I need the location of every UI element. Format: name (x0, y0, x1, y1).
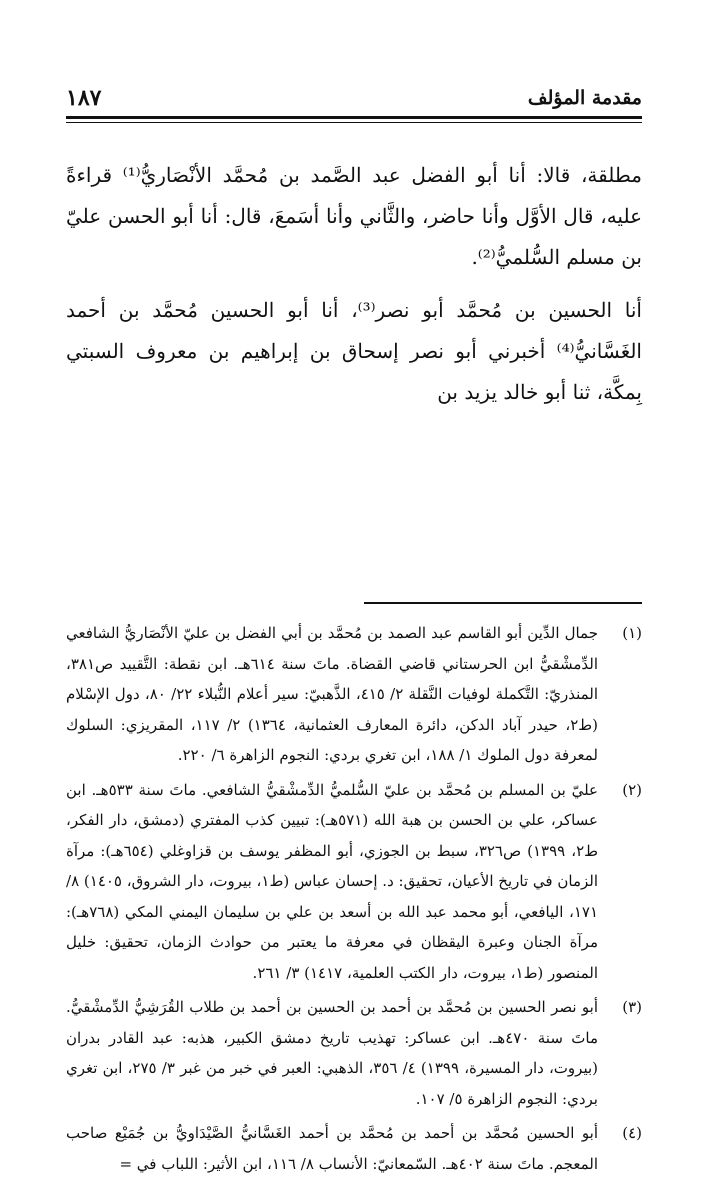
footnote-number: (٢) (622, 780, 642, 799)
footnote-separator (364, 602, 642, 604)
footnote-text: أبو الحسين مُحمَّد بن أحمد بن مُحمَّد بن أحمد الغَسَّانيُّ الصَّيْدَاويُّ بن جُمَيْع صاحب المعجم. ماتَ سنة ٤٠٢هـ. السّمعانيّ: الأنساب ٨/ ١١٦، ابن الأثير: اللباب في = (66, 1124, 598, 1173)
main-text (66, 155, 642, 413)
footnote-number: (١) (622, 624, 642, 642)
footnote-2 (66, 775, 642, 989)
page-number: ١٨٧ (66, 85, 102, 111)
footnote-1 (66, 618, 642, 771)
footnote-text: أبو نصر الحسين بن مُحمَّد بن أحمد بن الحسين بن أحمد بن طلاب القُرَشِيُّ الدِّمشْقيُّ. ماتَ سنة ٤٧٠هـ. ابن عساكر: تهذيب تاريخ دمشق الكبير، هذبه: عبد القادر بدران (بيروت، دار المسيرة، ١٣٩٩) ٤/ ٣٥٦، الذهبي: العبر في خبر من غبر ٣/ ٢٧٥، ابن تغري بردي: النجوم الزاهرة ٥/ ١٠٧. (66, 998, 599, 1108)
footnote-text: عليّ بن المسلم بن مُحمَّد بن عليّ السُّلميُّ الدِّمشْقيُّ الشافعي. ماتَ سنة ٥٣٣هـ. ابن عساكر، علي بن الحسن بن هبة الله (٥٧١هـ): تبيين كذب المفتري (دمشق، دار الفكر، ط٢، ١٣٩٩) ص٣٢٦، سبط بن الجوزي، أبو المظفر يوسف بن قزاوغلي (٦٥٤هـ): مرآة الزمان في تاريخ الأعيان، تحقيق: د. إحسان عباس (ط١، بيروت، دار الشروق، ١٤٠٥) ٨/ ١٧١، اليافعي، أبو محمد عبد الله بن أسعد بن علي بن سليمان اليمني المكي (٧٦٨هـ): مرآة الجنان وعبرة اليقظان في معرفة ما يعتبر من حوادث الزمان، تحقيق: خليل المنصور (ط١، بيروت، دار الكتب العلمية، ١٤١٧) ٣/ ٢٦١. (66, 780, 598, 982)
page-header (66, 80, 642, 116)
footnote-number: (٣) (622, 998, 642, 1016)
paragraph-2: أنا الحسين بن مُحمَّد أبو نصر⁽³⁾، أنا أبو الحسين مُحمَّد بن أحمد الغَسَّانيُّ⁽⁴⁾ أخبرني أبو نصر إسحاق بن إبراهيم بن معروف السبتي بِمكَّة، ثنا أبو خالد يزيد بن (66, 298, 642, 404)
footnote-4 (66, 1118, 642, 1179)
paragraph-1: مطلقة، قالا: أنا أبو الفضل عبد الصَّمد بن مُحمَّد الأنْصَاريُّ⁽¹⁾ قراءةً عليه، قال الأوَّل وأنا حاضر، والثَّاني وأنا أسَمعَ، قال: أنا أبو الحسن عليّ بن مسلم السُّلميُّ⁽²⁾. (66, 163, 642, 269)
footnotes (66, 618, 642, 1183)
header-rule-thin (66, 122, 642, 123)
running-title: مقدمة المؤلف (527, 87, 642, 109)
footnote-3 (66, 992, 642, 1114)
footnote-text: جمال الدِّين أبو القاسم عبد الصمد بن مُحمَّد بن أبي الفضل بن عليّ الأنْصَاريُّ الشافعي الدِّمشْقيُّ ابن الحرستاني قاضي القضاة. ماتَ سنة ٦١٤هـ. ابن نقطة: التَّقييد ص٣٨١، المنذريّ: التَّكملة لوفيات النَّقلة ٢/ ٤١٥، الذَّهبيّ: سير أعلام النُّبلاء ٢٢/ ٨٠، دول الإسْلام (ط٢، حيدر آباد الدكن، دائرة المعارف العثمانية، ١٣٦٤) ٢/ ١١٧، المقريزي: السلوك لمعرفة دول الملوك ١/ ١٨٨، ابن تغري بردي: النجوم الزاهرة ٦/ ٢٢٠. (66, 624, 599, 764)
footnote-number: (٤) (622, 1124, 642, 1142)
header-rule-thick (66, 116, 642, 119)
